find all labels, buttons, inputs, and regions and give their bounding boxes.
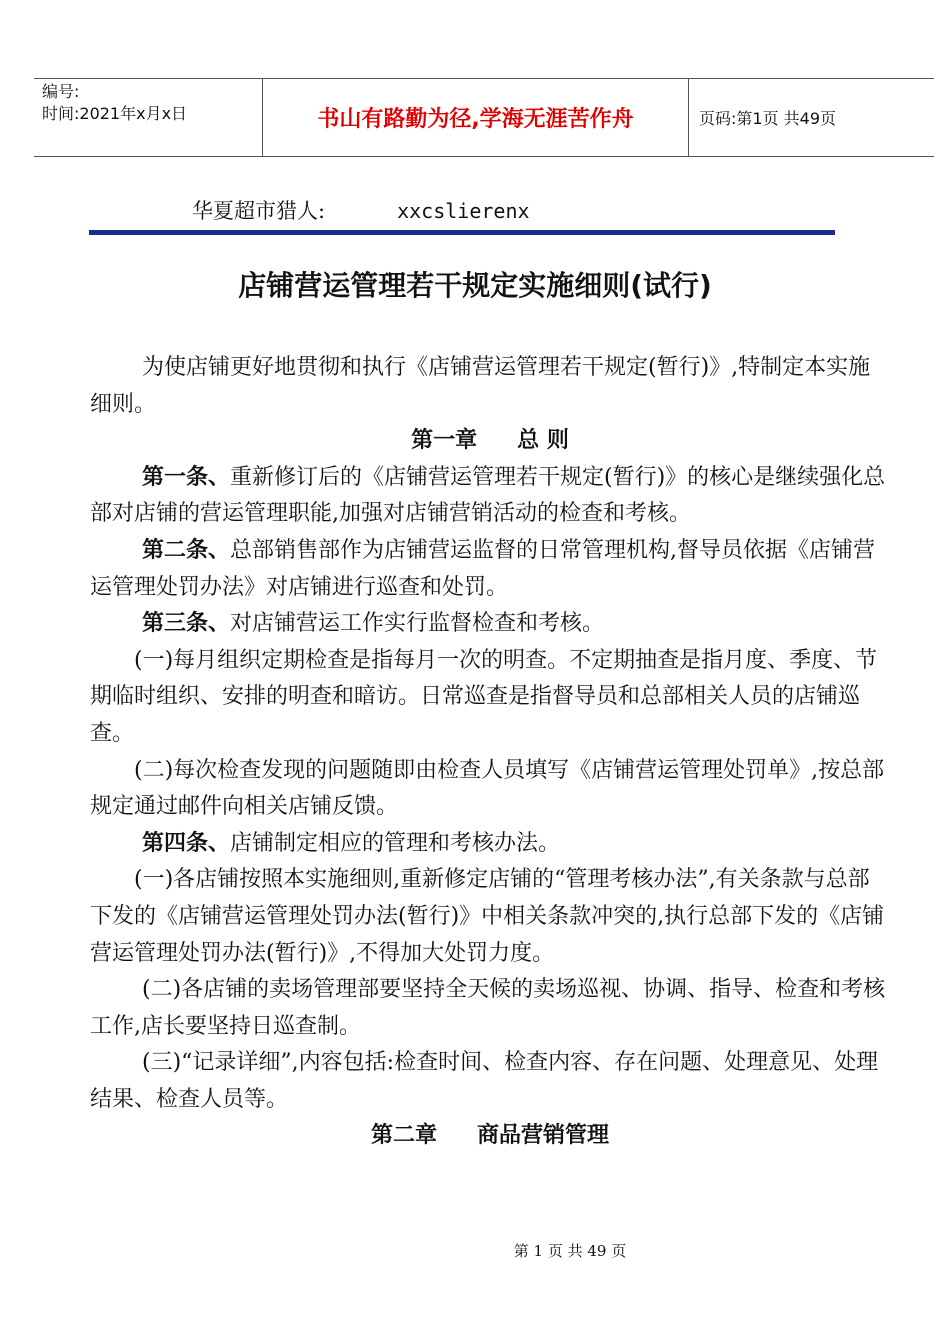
chapter-1-name: 总 则 — [517, 428, 569, 454]
article-1 — [90, 460, 890, 533]
article-4-head: 第四条、 — [142, 830, 231, 856]
blue-divider — [89, 230, 835, 235]
header-meta — [34, 79, 263, 156]
article-3-text: 对店铺营运工作实行监督检查和考核。 — [230, 611, 605, 637]
article-3-item-2: (二)每次检查发现的问题随即由检查人员填写《店铺营运管理处罚单》,按总部规定通过邮件向相关店铺反馈。 — [90, 757, 885, 820]
header-table — [34, 78, 934, 157]
article-2-head: 第二条、 — [142, 537, 231, 563]
hunter-value: xxcslierenx — [397, 199, 530, 223]
article-1-head: 第一条、 — [142, 464, 231, 490]
number-label: 编号: — [42, 82, 80, 101]
article-4-item-1: (一)各店铺按照本实施细则,重新修定店铺的“管理考核办法”,有关条款与总部下发的《店铺营运管理处罚办法(暂行)》中相关条款冲突的,执行总部下发的《店铺营运管理处罚办法(暂行)》,不得加大处罚力度。 — [90, 867, 885, 966]
page-footer: 第 1 页 共 49 页 — [513, 1242, 627, 1260]
article-1-text: 重新修订后的《店铺营运管理若干规定(暂行)》的核心是继续强化总部对店铺的营运管理职能,加强对店铺营销活动的检查和考核。 — [90, 464, 886, 527]
header-motto: 书山有路勤为径,学海无涯苦作舟 — [263, 79, 689, 156]
chapter-1-number: 第一章 — [411, 428, 478, 454]
chapter-1-heading — [90, 423, 890, 460]
document-title: 店铺营运管理若干规定实施细则(试行) — [238, 269, 712, 302]
chapter-2-name: 商品营销管理 — [477, 1123, 610, 1149]
article-3-item-1: (一)每月组织定期检查是指每月一次的明查。不定期抽查是指月度、季度、节期临时组织、安排的明查和暗访。日常巡查是指督导员和总部相关人员的店铺巡查。 — [90, 647, 878, 746]
document-body — [90, 350, 890, 1155]
article-4-text: 店铺制定相应的管理和考核办法。 — [230, 830, 561, 856]
article-2 — [90, 533, 890, 606]
chapter-2-heading — [90, 1118, 890, 1155]
article-3 — [90, 606, 890, 643]
chapter-2-number: 第二章 — [370, 1123, 437, 1149]
article-4-item-3: (三)“记录详细”,内容包括:检查时间、检查内容、存在问题、处理意见、处理结果、检查人员等。 — [90, 1050, 879, 1112]
hunter-line — [192, 195, 530, 225]
article-2-text: 总部销售部作为店铺营运监督的日常管理机构,督导员依据《店铺营运管理处罚办法》对店铺进行巡查和处罚。 — [90, 537, 876, 600]
date-label: 时间:2021年x月x日 — [42, 104, 188, 123]
article-4-item-2: (二)各店铺的卖场管理部要坚持全天候的卖场巡视、协调、指导、检查和考核工作,店长要坚持日巡查制。 — [90, 977, 886, 1039]
header-page-info: 页码:第1页 共49页 — [699, 109, 837, 128]
intro-paragraph: 为使店铺更好地贯彻和执行《店铺营运管理若干规定(暂行)》,特制定本实施细则。 — [90, 355, 871, 417]
article-3-head: 第三条、 — [142, 611, 231, 637]
article-4 — [90, 826, 890, 863]
hunter-label: 华夏超市猎人: — [192, 199, 326, 223]
